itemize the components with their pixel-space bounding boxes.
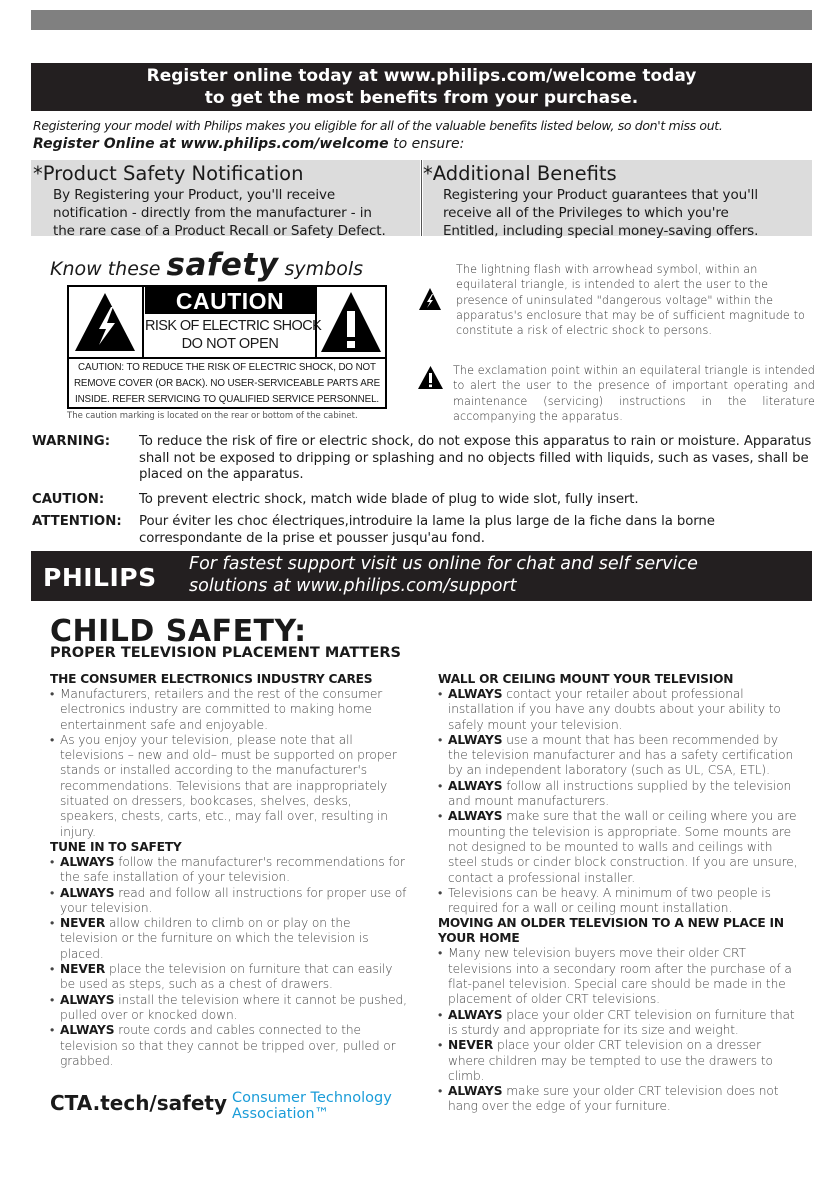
list-item: • Televisions can be heavy. A minimum of two people is required for a wall or ceiling mount installation. [438,886,798,917]
caution-instructions-line: CAUTION: TO REDUCE THE RISK OF ELECTRIC SHOCK, DO NOT [78,362,376,373]
section-heading: TUNE IN TO SAFETY [50,839,182,854]
additional-benefits-line: receive all of the Privileges to which you're [443,205,729,221]
list-item: • ALWAYS contact your retailer about professional installation if you have any doubts about your ability to safely mount your television. [438,687,798,733]
list-item: • ALWAYS follow all instructions supplied by the television and mount manufacturers. [438,779,798,810]
list-item: • Many new television buyers move their older CRT televisions into a secondary room after the purchase of a flat-panel television. Special care should be made in the placement of older CRT televisions. [438,946,798,1007]
cta-assoc-line1: Consumer Technology [232,1090,392,1106]
child-safety-right-column [438,672,798,1115]
product-safety-line: By Registering your Product, you'll receive [53,187,336,203]
list-item: • Manufacturers, retailers and the rest of the consumer electronics industry are committed to making home entertainment safe and enjoyable. [50,687,410,733]
know-pre: Know these [50,258,167,280]
section-heading: WALL OR CEILING MOUNT YOUR TELEVISION [438,672,734,686]
list-item: • ALWAYS read and follow all instructions for proper use of your television. [50,886,410,917]
exclamation-triangle-icon [417,365,444,390]
support-banner [31,551,812,601]
support-line1: For fastest support visit us online for chat and self service [189,554,698,574]
additional-benefits-box [423,160,812,239]
exclamation-symbol [315,287,385,357]
support-line2[interactable]: solutions at www.philips.com/support [189,576,517,596]
know-safety-symbols-heading [50,247,363,283]
additional-benefits-line: Registering your Product guarantees that you'll [443,187,758,203]
cta-association-logo [232,1090,392,1122]
know-post: symbols [278,258,363,280]
list-item: • ALWAYS use a mount that has been recommended by the television manufacturer and has a safety certification by an independent laboratory (such as UL, CSA, ETL). [438,733,798,779]
section-heading: MOVING AN OLDER TELEVISION TO A NEW PLACE IN YOUR HOME [438,916,784,946]
warning-label: WARNING: [32,434,111,449]
exclamation-triangle-icon [317,287,385,357]
caution-title: CAUTION [145,287,315,314]
child-safety-title: CHILD SAFETY: [50,614,307,649]
support-text [189,553,698,597]
caution-row-text: To prevent electric shock, match wide blade of plug to wide slot, fully insert. [139,492,639,507]
caution-label [67,285,387,409]
top-gray-bar [31,10,812,30]
caution-row-label: CAUTION: [32,492,105,507]
list-item: • As you enjoy your television, please note that all televisions – new and old– must be supported on proper stands or installed according to the manufacturer's recommendations. Televisions that are inappropriately situated on dressers, bookcases, shelves, desks, speakers, chests, carts, etc., may fall over, resulting in injury. [50,733,410,840]
child-safety-left-column [50,672,410,1069]
list-item: • NEVER allow children to climb on or play on the television or the furniture on which the television is placed. [50,916,410,962]
register-banner [31,63,812,111]
product-safety-box [31,160,420,239]
register-online-link[interactable]: Register Online at www.philips.com/welcome [33,136,389,152]
box-divider-line [421,160,422,236]
list-item: • NEVER place your older CRT television on a dresser where children may be tempted to use the drawers to climb. [438,1038,798,1084]
caution-label-top [69,287,385,359]
product-safety-line: the rare case of a Product Recall or Safety Defect. [53,223,386,239]
cta-safety-link[interactable]: CTA.tech/safety [50,1091,228,1115]
product-safety-title: *Product Safety Notification [33,162,304,185]
list-item: • ALWAYS follow the manufacturer's recommendations for the safe installation of your television. [50,855,410,886]
list-item: • NEVER place the television on furniture that can easily be used as steps, such as a chest of drawers. [50,962,410,993]
caution-instructions [69,360,385,408]
cta-assoc-line2: Association™ [232,1106,330,1122]
warning-text: To reduce the risk of fire or electric shock, do not expose this apparatus to rain or moisture. Apparatus shall not be exposed to dripping or splashing and no objects filled with liquids, such as vases, shall be placed on the apparatus. [139,434,812,482]
register-banner-line2: to get the most benefits from your purchase. [204,88,639,108]
child-safety-subtitle: PROPER TELEVISION PLACEMENT MATTERS [50,645,401,661]
risk-of-shock-text: RISK OF ELECTRIC SHOCK [145,318,322,334]
register-banner-line1: Register online today at www.philips.com/welcome today [146,66,697,86]
register-note: Registering your model with Philips makes you eligible for all of the valuable benefits listed below, so don't miss out. [33,118,723,133]
caution-instructions-line: REMOVE COVER (OR BACK). NO USER-SERVICEABLE PARTS ARE [73,378,381,389]
lightning-triangle-icon [418,287,442,311]
philips-logo: PHILIPS [43,563,157,592]
lightning-triangle-icon [69,287,142,357]
list-item: • ALWAYS make sure your older CRT television does not hang over the edge of your furniture. [438,1084,798,1115]
caution-instructions-line: INSIDE. REFER SERVICING TO QUALIFIED SERVICE PERSONNEL. [74,394,380,405]
caution-caption: The caution marking is located on the rear or bottom of the cabinet. [67,411,358,421]
lightning-description: The lightning flash with arrowhead symbol, within an equilateral triangle, is intended to alert the user to the presence of uninsulated "dangerous voltage" within the apparatus's enclosure that may be of sufficient magnitude to constitute a risk of electric shock to persons. [456,263,806,338]
do-not-open-text: DO NOT OPEN [181,336,279,352]
attention-label: ATTENTION: [32,514,122,529]
section-heading: THE CONSUMER ELECTRONICS INDUSTRY CARES [50,672,373,686]
register-online-rest: to ensure: [388,136,465,152]
list-item: • ALWAYS make sure that the wall or ceiling where you are mounting the television is appropriate. Some mounts are not designed to be mounted to walls and ceilings with steel studs or cinder block construction. If you are unsure, contact a professional installer. [438,809,798,885]
know-safety-word: safety [166,247,279,283]
additional-benefits-line: Entitled, including special money-saving offers. [443,223,759,239]
list-item: • ALWAYS place your older CRT television on furniture that is sturdy and appropriate for its size and weight. [438,1008,798,1039]
attention-text: Pour éviter les choc électriques,introduire la lame la plus large de la fiche dans la borne correspondante de la prise et pousser jusqu'au fond. [139,514,715,546]
product-safety-line: notification - directly from the manufacturer - in [53,205,372,221]
register-online-line [33,136,464,152]
exclamation-description: The exclamation point within an equilateral triangle is intended to alert the user to the presence of important operating and maintenance (servicing) instructions in the literature accompanying the apparatus. [453,364,815,423]
list-item: • ALWAYS install the television where it cannot be pushed, pulled over or knocked down. [50,993,410,1024]
list-item: • ALWAYS route cords and cables connected to the television so that they cannot be tripped over, pulled or grabbed. [50,1023,410,1069]
lightning-symbol [69,287,144,357]
additional-benefits-title: *Additional Benefits [423,162,617,185]
